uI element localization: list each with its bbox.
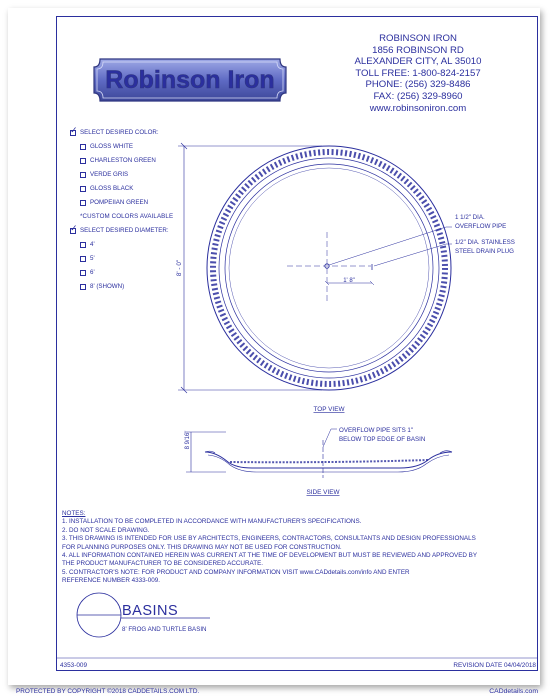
color-option-label: VERDE GRIS — [90, 171, 129, 178]
note-line: 5. CONTRACTOR'S NOTE: FOR PRODUCT AND COMPANY INFORMATION VISIT www.CADdetails.com/info AND ENTER — [62, 568, 410, 576]
height-dimension: 8 9/16" — [185, 430, 191, 450]
color-heading-label: SELECT DESIRED COLOR: — [80, 129, 159, 136]
diameter-option-label: 8' (SHOWN) — [90, 283, 125, 290]
company-name: ROBINSON IRON — [379, 33, 457, 44]
drain-label-line2: STEEL DRAIN PLUG — [455, 248, 514, 255]
drain-label-line1: 1/2" DIA. STAINLESS — [455, 239, 515, 246]
color-option-label: GLOSS WHITE — [90, 143, 133, 150]
revision-date: REVISION DATE 04/04/2018 — [453, 662, 536, 669]
offset-dimension: 1' 8" — [343, 278, 355, 284]
side-view-label: SIDE VIEW — [306, 489, 340, 496]
note-line: FOR PLANNING PURPOSES ONLY. THIS DRAWING MAY NOT BE USED FOR CONSTRUCTION. — [62, 543, 342, 551]
overflow-label-line1: 1 1/2" DIA. — [455, 214, 485, 221]
note-line: 3. THIS DRAWING IS INTENDED FOR USE BY ARCHITECTS, ENGINEERS, CONTRACTORS, CONSULTANTS AND DESIGN PROFESSIONALS — [62, 535, 476, 543]
note-line: REFERENCE NUMBER 4333-009. — [62, 577, 160, 585]
notes-heading: NOTES: — [62, 510, 86, 517]
color-option-label: CHARLESTON GREEN — [90, 157, 156, 164]
company-fax: FAX: (256) 329-8960 — [373, 90, 463, 102]
note-line: 4. ALL INFORMATION CONTAINED HEREIN WAS CURRENT AT THE TIME OF DEVELOPMENT BUT MUST BE REVIEWED AND APPROVED BY — [62, 552, 478, 560]
side-note-line2: BELOW TOP EDGE OF BASIN — [339, 436, 426, 443]
drawing-title: BASINS — [122, 603, 179, 619]
diameter-dimension: 8' - 0" — [176, 259, 183, 277]
note-line: THE PRODUCT MANUFACTURER TO BE CONSIDERED ACCURATE. — [62, 560, 264, 568]
drawing-number: 4353-009 — [60, 662, 88, 669]
caddetails-link[interactable]: CADdetails.com — [489, 688, 538, 695]
diameter-option-label: 5' — [90, 255, 95, 262]
checkbox-checked-icon[interactable]: ✓ — [70, 222, 78, 233]
top-view-label: TOP VIEW — [313, 406, 345, 413]
diameter-option-label: 6' — [90, 269, 95, 276]
color-option-label: GLOSS BLACK — [90, 185, 134, 192]
company-tollfree: TOLL FREE: 1-800-824-2157 — [355, 67, 481, 79]
custom-colors-note: *CUSTOM COLORS AVAILABLE — [80, 213, 174, 220]
copyright-notice: PROTECTED BY COPYRIGHT ©2018 CADDETAILS.COM LTD. — [16, 688, 200, 695]
overflow-label-line2: OVERFLOW PIPE — [455, 223, 507, 230]
company-city: ALEXANDER CITY, AL 35010 — [354, 56, 482, 68]
company-website: www.robinsoniron.com — [369, 102, 467, 114]
top-view-basin — [207, 146, 451, 390]
side-view-basin — [205, 440, 452, 478]
side-note-line1: OVERFLOW PIPE SITS 1" — [339, 427, 414, 434]
note-line: 2. DO NOT SCALE DRAWING. — [62, 526, 150, 534]
checkbox-checked-icon[interactable]: ✓ — [70, 124, 78, 135]
company-address: 1856 ROBINSON RD — [372, 44, 464, 56]
logo-text: Robinson Iron — [105, 66, 275, 94]
color-option-label: POMPEIIAN GREEN — [90, 199, 149, 206]
diameter-option-label: 4' — [90, 241, 95, 248]
notes-block — [62, 510, 502, 586]
diameter-heading-label: SELECT DESIRED DIAMETER: — [80, 227, 169, 234]
note-line: 1. INSTALLATION TO BE COMPLETED IN ACCORDANCE WITH MANUFACTURER'S SPECIFICATIONS. — [62, 518, 362, 526]
company-phone: PHONE: (256) 329-8486 — [365, 79, 471, 91]
drawing-subtitle: 8' FROG AND TURTLE BASIN — [122, 626, 207, 633]
